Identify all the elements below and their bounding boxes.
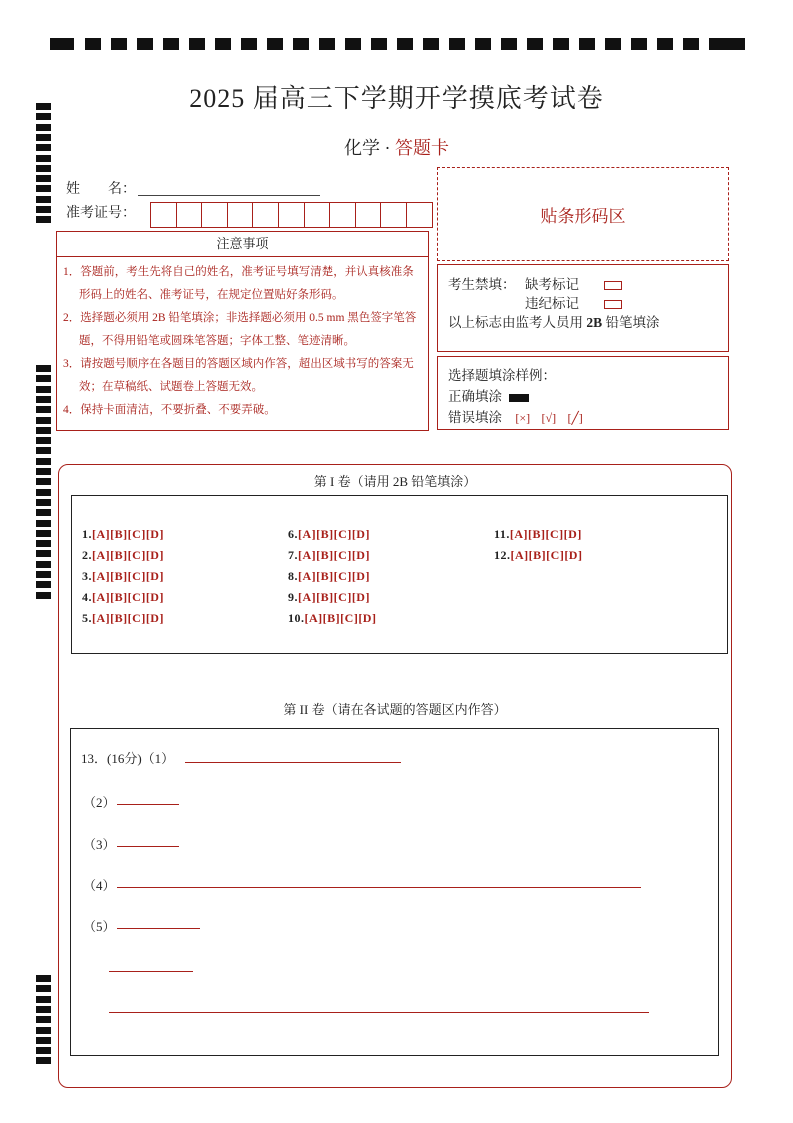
- timing-mark: [579, 38, 595, 50]
- timing-mark: [36, 499, 51, 506]
- mc-question-number: 7.: [288, 548, 298, 562]
- timing-mark: [527, 38, 543, 50]
- timing-mark: [36, 427, 51, 434]
- timing-mark: [36, 216, 51, 223]
- correct-label: 正确填涂: [448, 389, 502, 404]
- q13-5-label: （5）: [83, 919, 116, 934]
- page-title: 2025 届高三下学期开学摸底考试卷: [189, 84, 604, 113]
- mc-question-12[interactable]: [494, 548, 582, 563]
- q13-4-answer-line[interactable]: [117, 887, 641, 888]
- timing-mark: [189, 38, 205, 50]
- timing-mark: [36, 581, 51, 588]
- mc-question-number: 12.: [494, 548, 511, 562]
- mc-options[interactable]: [A][B][C][D]: [92, 611, 164, 625]
- absent-mark-row: [525, 273, 622, 293]
- wrong-mark-check: [√]: [541, 411, 557, 425]
- violation-mark-row: [525, 292, 622, 312]
- timing-mark: [36, 550, 51, 557]
- id-digit-box[interactable]: [380, 202, 407, 228]
- timing-mark: [36, 985, 51, 992]
- timing-mark: [36, 437, 51, 444]
- id-digit-box[interactable]: [201, 202, 228, 228]
- absent-mark-label: 缺考标记: [525, 277, 579, 292]
- mc-question-number: 11.: [494, 527, 510, 541]
- timing-mark: [721, 38, 745, 50]
- mc-question-number: 2.: [82, 548, 92, 562]
- mc-question-11[interactable]: [494, 527, 582, 542]
- violation-mark-box[interactable]: [604, 300, 622, 309]
- sample-title: 选择题填涂样例：: [448, 368, 556, 383]
- mc-options[interactable]: [A][B][C][D]: [92, 569, 164, 583]
- mc-question-9[interactable]: [288, 590, 370, 605]
- subtitle-separator: ·: [384, 138, 391, 158]
- wrong-label: 错误填涂: [448, 410, 502, 425]
- timing-mark: [36, 592, 51, 599]
- timing-mark: [50, 38, 74, 50]
- timing-mark: [36, 458, 51, 465]
- timing-mark: [163, 38, 179, 50]
- timing-mark: [657, 38, 673, 50]
- timing-mark: [85, 38, 101, 50]
- id-digit-box[interactable]: [355, 202, 382, 228]
- left-timing-marks-upper: [36, 103, 51, 600]
- notice-box: [56, 231, 429, 431]
- mc-question-4[interactable]: [82, 590, 164, 605]
- wrong-mark-slash: [╱]: [567, 411, 583, 425]
- mc-question-7[interactable]: [288, 548, 370, 563]
- left-timing-marks-lower: [36, 975, 51, 1065]
- examiner-only-box: [437, 264, 729, 352]
- id-digit-box[interactable]: [278, 202, 305, 228]
- mc-question-number: 9.: [288, 590, 298, 604]
- forbid-note-post: 铅笔填涂: [605, 315, 660, 330]
- timing-mark: [36, 386, 51, 393]
- timing-mark: [36, 996, 51, 1003]
- mc-options[interactable]: [A][B][C][D]: [92, 548, 164, 562]
- timing-mark: [36, 406, 51, 413]
- timing-mark: [36, 1037, 51, 1044]
- timing-mark: [36, 509, 51, 516]
- id-digit-box[interactable]: [329, 202, 356, 228]
- notice-item: 2．选择题必须用 2B 铅笔填涂；非选择题必须用 0.5 mm 黑色签字笔答题，不得用铅笔或圆珠笔答题；字体工整、笔迹清晰。: [63, 312, 417, 347]
- timing-mark: [475, 38, 491, 50]
- barcode-area: [437, 167, 729, 261]
- timing-mark: [241, 38, 257, 50]
- forbid-note: [448, 311, 660, 331]
- timing-mark: [36, 1057, 51, 1064]
- q13-1-answer-line[interactable]: [185, 762, 401, 763]
- wrong-mark-cross: [×]: [515, 411, 531, 425]
- timing-mark: [36, 1016, 51, 1023]
- q13-5-answer-line-1[interactable]: [117, 928, 200, 929]
- name-field[interactable]: [138, 194, 320, 196]
- forbid-label: 考生禁填：: [448, 277, 516, 292]
- timing-mark: [36, 468, 51, 475]
- fill-sample-box: [437, 356, 729, 430]
- mc-options[interactable]: [A][B][C][D]: [298, 548, 370, 562]
- mc-question-number: 5.: [82, 611, 92, 625]
- timing-mark: [36, 206, 51, 213]
- timing-mark: [683, 38, 699, 50]
- timing-mark: [36, 396, 51, 403]
- notice-item: 3．请按题号顺序在各题目的答题区域内作答，超出区域书写的答案无效；在草稿纸、试题卷上答题无效。: [63, 358, 414, 393]
- mc-question-5[interactable]: [82, 611, 164, 626]
- mc-question-number: 1.: [82, 527, 92, 541]
- mc-question-2[interactable]: [82, 548, 164, 563]
- q13-5-answer-line-3[interactable]: [109, 1012, 649, 1013]
- timing-mark: [371, 38, 387, 50]
- id-digit-box[interactable]: [406, 202, 433, 228]
- mc-options[interactable]: [A][B][C][D]: [92, 590, 164, 604]
- q13-head: 13．(16分)（1）: [81, 751, 175, 766]
- notice-list: [57, 257, 428, 422]
- correct-sample: [448, 385, 529, 405]
- timing-mark: [267, 38, 283, 50]
- timing-mark: [36, 196, 51, 203]
- timing-mark: [36, 520, 51, 527]
- notice-item: 4．保持卡面清洁，不要折叠、不要弄破。: [63, 404, 276, 416]
- timing-mark: [36, 1027, 51, 1034]
- timing-mark: [631, 38, 647, 50]
- mc-options[interactable]: [A][B][C][D]: [509, 527, 582, 541]
- timing-mark: [137, 38, 153, 50]
- timing-mark: [36, 571, 51, 578]
- mc-question-number: 10.: [288, 611, 305, 625]
- id-digit-box[interactable]: [252, 202, 279, 228]
- timing-mark: [215, 38, 231, 50]
- timing-mark: [36, 447, 51, 454]
- part2-title: 第 II 卷（请在各试题的答题区内作答）: [283, 702, 507, 717]
- q13-2-answer-line[interactable]: [117, 804, 179, 805]
- q13-5-answer-line-2[interactable]: [109, 971, 193, 972]
- mc-options[interactable]: [A][B][C][D]: [510, 548, 583, 562]
- timing-mark: [36, 175, 51, 182]
- mc-question-6[interactable]: [288, 527, 370, 542]
- mc-options[interactable]: [A][B][C][D]: [298, 590, 370, 604]
- id-digit-box[interactable]: [304, 202, 331, 228]
- timing-mark: [36, 185, 51, 192]
- part1-title: 第 I 卷（请用 2B 铅笔填涂）: [313, 474, 477, 489]
- id-label: 准考证号：: [66, 206, 136, 221]
- mc-options[interactable]: [A][B][C][D]: [298, 569, 370, 583]
- q13-3-label: （3）: [83, 837, 116, 852]
- timing-mark: [36, 540, 51, 547]
- timing-mark: [36, 530, 51, 537]
- subtitle: [0, 134, 793, 160]
- timing-mark: [319, 38, 335, 50]
- id-digit-box[interactable]: [150, 202, 177, 228]
- id-digit-box[interactable]: [176, 202, 203, 228]
- mc-options[interactable]: [A][B][C][D]: [298, 527, 370, 541]
- timing-mark: [36, 478, 51, 485]
- mc-question-1[interactable]: [82, 527, 164, 542]
- violation-mark-label: 违纪标记: [525, 296, 579, 311]
- timing-mark: [553, 38, 569, 50]
- id-digit-box[interactable]: [227, 202, 254, 228]
- timing-mark: [501, 38, 517, 50]
- timing-mark: [36, 124, 51, 131]
- top-timing-marks: [50, 38, 745, 50]
- timing-mark: [423, 38, 439, 50]
- timing-mark: [36, 417, 51, 424]
- forbid-note-bold: 2B: [586, 315, 603, 330]
- subject-label: 化学: [344, 138, 380, 158]
- forbid-note-pre: 以上标志由监考人员用: [448, 315, 583, 330]
- timing-mark: [36, 975, 51, 982]
- timing-mark: [345, 38, 361, 50]
- mc-question-number: 6.: [288, 527, 298, 541]
- timing-mark: [36, 489, 51, 496]
- q13-3-answer-line[interactable]: [117, 846, 179, 847]
- name-label: 姓 名：: [66, 182, 136, 197]
- wrong-sample: [448, 406, 583, 426]
- notice-item: 1．答题前，考生先将自己的姓名，准考证号填写清楚，并认真核准条形码上的姓名、准考证号，在规定位置贴好条形码。: [63, 266, 414, 301]
- mc-question-number: 3.: [82, 569, 92, 583]
- question-13-box: [70, 728, 719, 1056]
- mc-options[interactable]: [A][B][C][D]: [92, 527, 164, 541]
- timing-mark: [36, 561, 51, 568]
- timing-mark: [397, 38, 413, 50]
- timing-mark: [605, 38, 621, 50]
- mc-question-number: 4.: [82, 590, 92, 604]
- timing-mark: [111, 38, 127, 50]
- mc-question-10[interactable]: [288, 611, 376, 626]
- notice-title: 注意事项: [57, 232, 428, 257]
- filled-mark-icon: [509, 394, 529, 402]
- card-label: 答题卡: [395, 138, 449, 158]
- q13-2-label: （2）: [83, 795, 116, 810]
- timing-mark: [293, 38, 309, 50]
- timing-mark: [36, 375, 51, 382]
- timing-mark: [36, 1047, 51, 1054]
- id-number-boxes[interactable]: [151, 202, 433, 228]
- multiple-choice-box: [71, 495, 728, 654]
- timing-mark: [36, 365, 51, 372]
- mc-options[interactable]: [A][B][C][D]: [304, 611, 377, 625]
- timing-mark: [36, 165, 51, 172]
- barcode-label: 贴条形码区: [540, 206, 626, 226]
- mc-question-number: 8.: [288, 569, 298, 583]
- timing-mark: [449, 38, 465, 50]
- q13-4-label: （4）: [83, 878, 116, 893]
- absent-mark-box[interactable]: [604, 281, 622, 290]
- timing-mark: [36, 1006, 51, 1013]
- mc-question-8[interactable]: [288, 569, 370, 584]
- mc-question-3[interactable]: [82, 569, 164, 584]
